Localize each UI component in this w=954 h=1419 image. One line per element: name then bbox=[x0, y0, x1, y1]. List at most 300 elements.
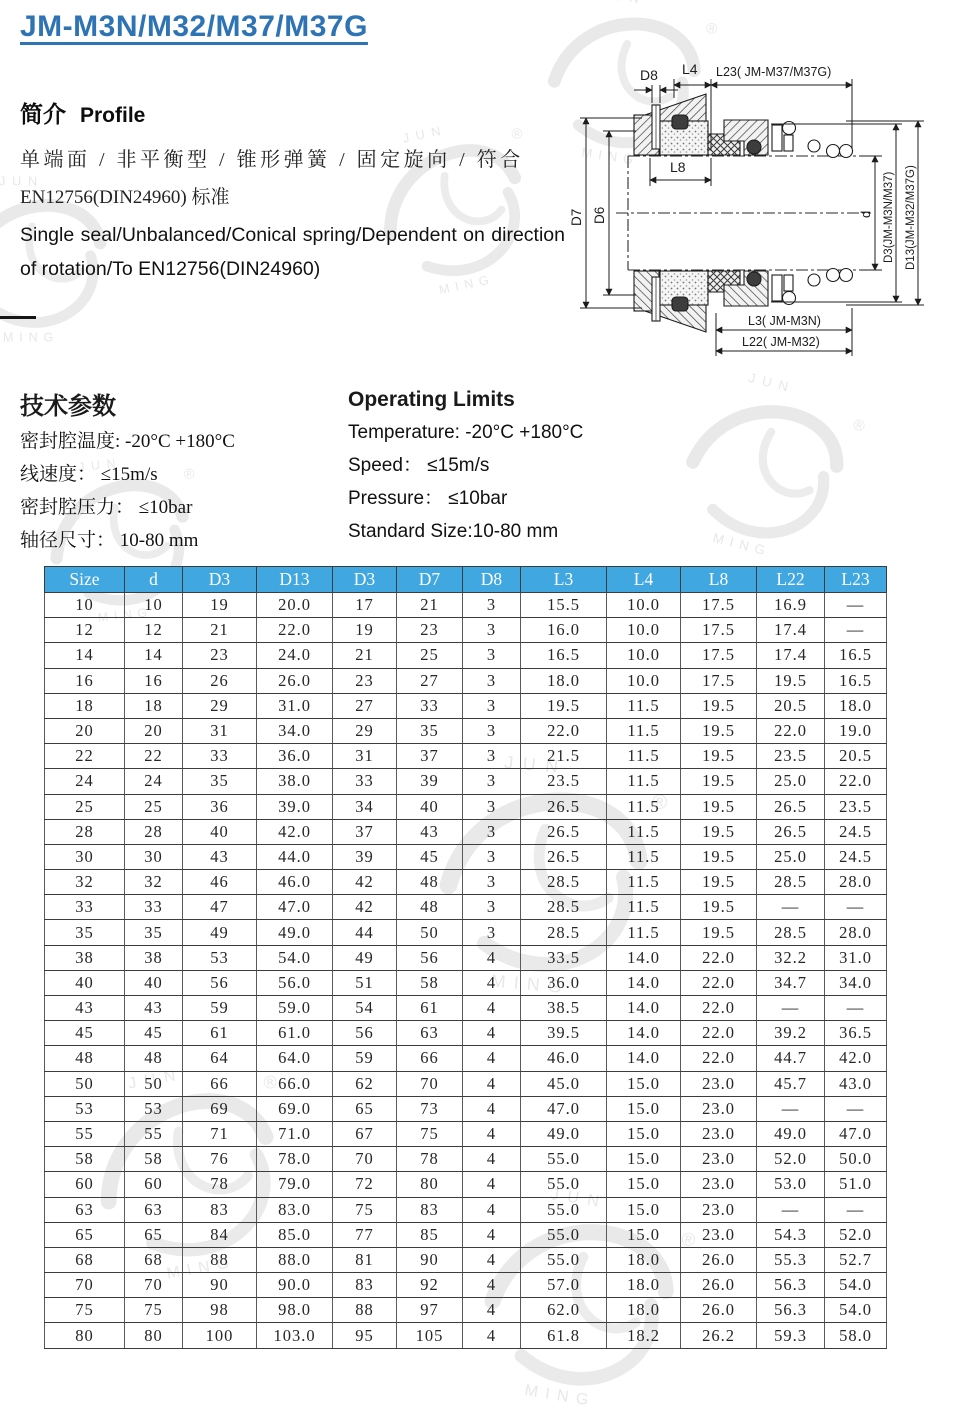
table-cell: 38 bbox=[45, 945, 125, 970]
table-row bbox=[45, 643, 887, 668]
table-cell: — bbox=[757, 1197, 825, 1222]
table-cell: 55 bbox=[45, 1121, 125, 1146]
table-cell: 16.5 bbox=[825, 643, 887, 668]
profile-heading bbox=[20, 96, 565, 129]
table-cell: 56.0 bbox=[257, 970, 333, 995]
table-cell: 26.5 bbox=[521, 794, 607, 819]
table-cell: 4 bbox=[463, 1147, 521, 1172]
table-cell: 38 bbox=[125, 945, 183, 970]
table-row bbox=[45, 870, 887, 895]
table-cell: 22.0 bbox=[257, 618, 333, 643]
size-table-wrapper bbox=[44, 566, 888, 1349]
table-cell: — bbox=[757, 895, 825, 920]
table-cell: 43 bbox=[45, 996, 125, 1021]
table-cell: 92 bbox=[397, 1273, 463, 1298]
table-cell: 55.0 bbox=[521, 1247, 607, 1272]
table-cell: 84 bbox=[183, 1222, 257, 1247]
table-cell: 17 bbox=[333, 593, 397, 618]
label-d8: D8 bbox=[640, 67, 658, 83]
table-cell: 31 bbox=[183, 718, 257, 743]
table-cell: 63 bbox=[45, 1197, 125, 1222]
table-cell: 66 bbox=[397, 1046, 463, 1071]
table-cell: 15.0 bbox=[607, 1197, 681, 1222]
table-cell: 54.0 bbox=[825, 1273, 887, 1298]
table-cell: 11.5 bbox=[607, 769, 681, 794]
table-cell: 88 bbox=[333, 1298, 397, 1323]
table-cell: 103.0 bbox=[257, 1323, 333, 1348]
table-cell: 23.0 bbox=[681, 1147, 757, 1172]
column-header: D7 bbox=[397, 567, 463, 593]
table-cell: 60 bbox=[125, 1172, 183, 1197]
table-cell: 24.5 bbox=[825, 844, 887, 869]
table-cell: 54.3 bbox=[757, 1222, 825, 1247]
table-cell: 17.5 bbox=[681, 668, 757, 693]
table-cell: 11.5 bbox=[607, 718, 681, 743]
limit-speed-zh: 线速度： ≤15m/s bbox=[20, 464, 158, 485]
table-cell: 53 bbox=[125, 1096, 183, 1121]
table-cell: 19.5 bbox=[681, 693, 757, 718]
table-cell: 58 bbox=[45, 1147, 125, 1172]
table-cell: 38.5 bbox=[521, 996, 607, 1021]
limit-size-zh: 轴径尺寸： 10-80 mm bbox=[20, 530, 199, 551]
table-cell: 19.5 bbox=[681, 718, 757, 743]
table-cell: 25 bbox=[397, 643, 463, 668]
table-cell: 27 bbox=[333, 693, 397, 718]
table-cell: — bbox=[825, 593, 887, 618]
table-cell: 4 bbox=[463, 1197, 521, 1222]
table-cell: 76 bbox=[183, 1147, 257, 1172]
table-cell: 45.7 bbox=[757, 1071, 825, 1096]
table-cell: 42 bbox=[333, 870, 397, 895]
table-cell: 59 bbox=[333, 1046, 397, 1071]
table-cell: 11.5 bbox=[607, 844, 681, 869]
limit-speed-en: Speed： ≤15m/s bbox=[348, 455, 490, 476]
table-cell: 69.0 bbox=[257, 1096, 333, 1121]
table-cell: 62 bbox=[333, 1071, 397, 1096]
table-row bbox=[45, 1298, 887, 1323]
table-cell: 4 bbox=[463, 996, 521, 1021]
table-cell: 19.5 bbox=[521, 693, 607, 718]
table-cell: 23.5 bbox=[825, 794, 887, 819]
table-cell: 18.0 bbox=[521, 668, 607, 693]
limit-temperature-en: Temperature: -20°C +180°C bbox=[348, 422, 584, 443]
table-cell: 39 bbox=[397, 769, 463, 794]
table-cell: 14.0 bbox=[607, 1021, 681, 1046]
table-cell: 31 bbox=[333, 744, 397, 769]
table-cell: 66.0 bbox=[257, 1071, 333, 1096]
table-cell: 49 bbox=[333, 945, 397, 970]
table-cell: 29 bbox=[333, 718, 397, 743]
table-cell: 3 bbox=[463, 618, 521, 643]
table-row bbox=[45, 593, 887, 618]
table-row bbox=[45, 1046, 887, 1071]
table-cell: 11.5 bbox=[607, 870, 681, 895]
table-cell: 56.3 bbox=[757, 1298, 825, 1323]
limit-pressure-en: Pressure： ≤10bar bbox=[348, 488, 508, 509]
shaft-outline bbox=[616, 156, 871, 270]
table-cell: 75 bbox=[125, 1298, 183, 1323]
table-cell: 20.5 bbox=[757, 693, 825, 718]
table-cell: 30 bbox=[125, 844, 183, 869]
table-row bbox=[45, 618, 887, 643]
table-cell: 21 bbox=[397, 593, 463, 618]
table-cell: 35 bbox=[183, 769, 257, 794]
table-cell: 28.0 bbox=[825, 920, 887, 945]
table-cell: 16.5 bbox=[521, 643, 607, 668]
table-cell: 3 bbox=[463, 870, 521, 895]
table-body bbox=[45, 593, 887, 1349]
table-cell: 26 bbox=[183, 668, 257, 693]
table-row bbox=[45, 794, 887, 819]
table-cell: 70 bbox=[45, 1273, 125, 1298]
label-d: d bbox=[858, 210, 873, 218]
table-cell: 19.5 bbox=[681, 895, 757, 920]
table-cell: 72 bbox=[333, 1172, 397, 1197]
profile-heading-en: Profile bbox=[80, 104, 146, 127]
table-cell: 11.5 bbox=[607, 819, 681, 844]
table-cell: 55.0 bbox=[521, 1172, 607, 1197]
column-header: d bbox=[125, 567, 183, 593]
label-d6: D6 bbox=[592, 206, 607, 224]
table-cell: 18 bbox=[125, 693, 183, 718]
table-cell: 80 bbox=[125, 1323, 183, 1348]
table-cell: 22.0 bbox=[681, 1021, 757, 1046]
table-cell: 16 bbox=[45, 668, 125, 693]
table-cell: 11.5 bbox=[607, 895, 681, 920]
table-cell: 70 bbox=[397, 1071, 463, 1096]
table-cell: 46 bbox=[183, 870, 257, 895]
table-cell: 53 bbox=[183, 945, 257, 970]
table-cell: 52.0 bbox=[757, 1147, 825, 1172]
table-cell: 22.0 bbox=[825, 769, 887, 794]
table-cell: 26.5 bbox=[521, 844, 607, 869]
table-cell: 40 bbox=[183, 819, 257, 844]
table-cell: 25.0 bbox=[757, 844, 825, 869]
table-cell: 32 bbox=[125, 870, 183, 895]
table-cell: 55.0 bbox=[521, 1197, 607, 1222]
table-cell: 85.0 bbox=[257, 1222, 333, 1247]
table-cell: 34.0 bbox=[257, 718, 333, 743]
table-cell: 88.0 bbox=[257, 1247, 333, 1272]
label-d13: D13(JM-M32/M37G) bbox=[905, 165, 917, 270]
table-cell: 48 bbox=[397, 870, 463, 895]
table-row bbox=[45, 1096, 887, 1121]
table-cell: 12 bbox=[125, 618, 183, 643]
limits-section-en bbox=[348, 388, 768, 544]
table-cell: 50 bbox=[397, 920, 463, 945]
profile-heading-zh: 简介 bbox=[20, 101, 66, 127]
table-cell: 58 bbox=[125, 1147, 183, 1172]
table-cell: 63 bbox=[125, 1197, 183, 1222]
table-cell: 39.0 bbox=[257, 794, 333, 819]
table-cell: 36.0 bbox=[521, 970, 607, 995]
table-cell: — bbox=[825, 1096, 887, 1121]
table-row bbox=[45, 1273, 887, 1298]
table-cell: 31.0 bbox=[825, 945, 887, 970]
label-l4: L4 bbox=[682, 61, 698, 77]
table-cell: 17.4 bbox=[757, 643, 825, 668]
table-cell: 18 bbox=[45, 693, 125, 718]
table-cell: 48 bbox=[45, 1046, 125, 1071]
table-cell: 23.5 bbox=[521, 769, 607, 794]
table-cell: 23.0 bbox=[681, 1096, 757, 1121]
table-cell: 21 bbox=[333, 643, 397, 668]
table-cell: 33 bbox=[45, 895, 125, 920]
table-row bbox=[45, 1071, 887, 1096]
table-cell: 4 bbox=[463, 1046, 521, 1071]
table-cell: 63 bbox=[397, 1021, 463, 1046]
profile-section bbox=[20, 96, 565, 286]
table-cell: 32.2 bbox=[757, 945, 825, 970]
table-cell: 55.3 bbox=[757, 1247, 825, 1272]
table-cell: 61 bbox=[183, 1021, 257, 1046]
table-cell: 31.0 bbox=[257, 693, 333, 718]
table-cell: 78 bbox=[397, 1147, 463, 1172]
table-cell: 95 bbox=[333, 1323, 397, 1348]
table-cell: 44.0 bbox=[257, 844, 333, 869]
table-cell: 42.0 bbox=[825, 1046, 887, 1071]
table-cell: 80 bbox=[45, 1323, 125, 1348]
table-cell: 22.0 bbox=[681, 970, 757, 995]
table-cell: 51 bbox=[333, 970, 397, 995]
table-cell: 19.5 bbox=[681, 920, 757, 945]
page-title: JM-M3N/M32/M37/M37G bbox=[20, 10, 368, 43]
table-cell: 49.0 bbox=[257, 920, 333, 945]
table-cell: 58.0 bbox=[825, 1323, 887, 1348]
table-cell: 40 bbox=[45, 970, 125, 995]
table-cell: 3 bbox=[463, 920, 521, 945]
table-cell: 29 bbox=[183, 693, 257, 718]
table-cell: 4 bbox=[463, 1121, 521, 1146]
table-cell: — bbox=[825, 996, 887, 1021]
table-cell: 23.0 bbox=[681, 1071, 757, 1096]
table-cell: 59.3 bbox=[757, 1323, 825, 1348]
table-cell: 69 bbox=[183, 1096, 257, 1121]
table-cell: 22 bbox=[125, 744, 183, 769]
table-cell: 25 bbox=[45, 794, 125, 819]
table-cell: 45 bbox=[125, 1021, 183, 1046]
table-cell: 105 bbox=[397, 1323, 463, 1348]
table-cell: 18.0 bbox=[607, 1273, 681, 1298]
table-cell: 90 bbox=[183, 1273, 257, 1298]
table-cell: 4 bbox=[463, 1071, 521, 1096]
table-cell: 40 bbox=[125, 970, 183, 995]
table-cell: 28 bbox=[125, 819, 183, 844]
table-cell: 70 bbox=[125, 1273, 183, 1298]
table-cell: 67 bbox=[333, 1121, 397, 1146]
table-row bbox=[45, 769, 887, 794]
table-row bbox=[45, 718, 887, 743]
table-cell: 3 bbox=[463, 593, 521, 618]
table-cell: 47.0 bbox=[257, 895, 333, 920]
table-cell: 17.4 bbox=[757, 618, 825, 643]
table-cell: — bbox=[825, 1197, 887, 1222]
table-cell: 60 bbox=[45, 1172, 125, 1197]
table-cell: 46.0 bbox=[257, 870, 333, 895]
table-cell: 11.5 bbox=[607, 693, 681, 718]
table-row bbox=[45, 1121, 887, 1146]
table-cell: 10.0 bbox=[607, 593, 681, 618]
table-cell: 4 bbox=[463, 1021, 521, 1046]
table-cell: 61.0 bbox=[257, 1021, 333, 1046]
table-cell: 23.0 bbox=[681, 1172, 757, 1197]
table-cell: 30 bbox=[45, 844, 125, 869]
table-cell: 25 bbox=[125, 794, 183, 819]
table-cell: 45.0 bbox=[521, 1071, 607, 1096]
table-cell: 39.5 bbox=[521, 1021, 607, 1046]
table-row bbox=[45, 1323, 887, 1348]
table-cell: 19.5 bbox=[681, 769, 757, 794]
table-row bbox=[45, 945, 887, 970]
table-row bbox=[45, 1197, 887, 1222]
table-row bbox=[45, 1222, 887, 1247]
table-cell: 4 bbox=[463, 1247, 521, 1272]
table-cell: 23.0 bbox=[681, 1197, 757, 1222]
table-cell: 19.5 bbox=[681, 744, 757, 769]
table-cell: 43.0 bbox=[825, 1071, 887, 1096]
table-cell: 3 bbox=[463, 643, 521, 668]
table-cell: 39.2 bbox=[757, 1021, 825, 1046]
table-cell: 34.0 bbox=[825, 970, 887, 995]
table-cell: 90.0 bbox=[257, 1273, 333, 1298]
table-cell: 51.0 bbox=[825, 1172, 887, 1197]
table-cell: 15.0 bbox=[607, 1222, 681, 1247]
profile-line-zh1: 单端面 / 非平衡型 / 锥形弹簧 / 固定旋向 / 符合 bbox=[20, 149, 524, 171]
table-cell: 28.5 bbox=[521, 895, 607, 920]
table-cell: 50 bbox=[45, 1071, 125, 1096]
table-row bbox=[45, 844, 887, 869]
table-cell: 4 bbox=[463, 1323, 521, 1348]
table-cell: 14 bbox=[45, 643, 125, 668]
table-cell: 28.5 bbox=[521, 920, 607, 945]
table-cell: 19.5 bbox=[681, 870, 757, 895]
table-cell: 88 bbox=[183, 1247, 257, 1272]
table-cell: 55.0 bbox=[521, 1222, 607, 1247]
seal-cross-section-drawing bbox=[556, 58, 954, 372]
table-cell: 10.0 bbox=[607, 643, 681, 668]
table-cell: 33 bbox=[183, 744, 257, 769]
table-cell: 61.8 bbox=[521, 1323, 607, 1348]
column-header: L3 bbox=[521, 567, 607, 593]
table-cell: 3 bbox=[463, 718, 521, 743]
table-cell: 36.0 bbox=[257, 744, 333, 769]
table-row bbox=[45, 895, 887, 920]
table-cell: 14.0 bbox=[607, 996, 681, 1021]
scan-artifact-line bbox=[0, 316, 36, 319]
limit-pressure-zh: 密封腔压力： ≤10bar bbox=[20, 497, 193, 518]
table-cell: 19.5 bbox=[681, 819, 757, 844]
table-cell: 75 bbox=[397, 1121, 463, 1146]
table-cell: 26.2 bbox=[681, 1323, 757, 1348]
table-cell: 3 bbox=[463, 744, 521, 769]
table-cell: 78 bbox=[183, 1172, 257, 1197]
table-cell: 3 bbox=[463, 693, 521, 718]
table-cell: 24 bbox=[125, 769, 183, 794]
table-cell: 33.5 bbox=[521, 945, 607, 970]
table-cell: 80 bbox=[397, 1172, 463, 1197]
table-cell: 59 bbox=[183, 996, 257, 1021]
table-cell: 66 bbox=[183, 1071, 257, 1096]
limits-section-zh bbox=[20, 386, 340, 553]
table-cell: 11.5 bbox=[607, 794, 681, 819]
table-cell: 54.0 bbox=[257, 945, 333, 970]
table-cell: 34.7 bbox=[757, 970, 825, 995]
table-row bbox=[45, 744, 887, 769]
table-cell: 98 bbox=[183, 1298, 257, 1323]
table-cell: 59.0 bbox=[257, 996, 333, 1021]
table-cell: 3 bbox=[463, 844, 521, 869]
table-cell: 56 bbox=[183, 970, 257, 995]
table-cell: 28.5 bbox=[521, 870, 607, 895]
table-cell: 64.0 bbox=[257, 1046, 333, 1071]
table-cell: 78.0 bbox=[257, 1147, 333, 1172]
table-cell: 65 bbox=[333, 1096, 397, 1121]
label-l22: L22( JM-M32) bbox=[742, 335, 820, 349]
table-cell: 32 bbox=[45, 870, 125, 895]
table-cell: 26.0 bbox=[681, 1273, 757, 1298]
table-cell: 15.0 bbox=[607, 1172, 681, 1197]
table-cell: — bbox=[825, 618, 887, 643]
table-cell: 11.5 bbox=[607, 744, 681, 769]
table-cell: 16.9 bbox=[757, 593, 825, 618]
table-cell: 4 bbox=[463, 1172, 521, 1197]
table-cell: 4 bbox=[463, 970, 521, 995]
label-l23: L23( JM-M37/M37G) bbox=[716, 65, 832, 79]
column-header: D8 bbox=[463, 567, 521, 593]
table-cell: 23.0 bbox=[681, 1121, 757, 1146]
table-cell: 56 bbox=[397, 945, 463, 970]
table-cell: 20.0 bbox=[257, 593, 333, 618]
limits-heading-zh: 技术参数 bbox=[20, 393, 116, 420]
seal-assembly-upper bbox=[634, 94, 853, 158]
table-cell: 4 bbox=[463, 945, 521, 970]
column-header: Size bbox=[45, 567, 125, 593]
table-cell: 49.0 bbox=[757, 1121, 825, 1146]
column-header: L23 bbox=[825, 567, 887, 593]
table-cell: 18.0 bbox=[825, 693, 887, 718]
table-cell: 79.0 bbox=[257, 1172, 333, 1197]
table-cell: 14 bbox=[125, 643, 183, 668]
column-header: D13 bbox=[257, 567, 333, 593]
table-cell: 83.0 bbox=[257, 1197, 333, 1222]
table-cell: 21.5 bbox=[521, 744, 607, 769]
table-cell: 16 bbox=[125, 668, 183, 693]
limits-heading-en: Operating Limits bbox=[348, 388, 515, 411]
table-cell: 52.0 bbox=[825, 1222, 887, 1247]
table-cell: — bbox=[757, 1096, 825, 1121]
table-cell: 71.0 bbox=[257, 1121, 333, 1146]
table-cell: 11.5 bbox=[607, 920, 681, 945]
label-l8: L8 bbox=[670, 159, 686, 175]
table-cell: 47.0 bbox=[521, 1096, 607, 1121]
table-cell: 44.7 bbox=[757, 1046, 825, 1071]
table-cell: 10.0 bbox=[607, 618, 681, 643]
table-cell: 64 bbox=[183, 1046, 257, 1071]
table-cell: 12 bbox=[45, 618, 125, 643]
table-cell: 54.0 bbox=[825, 1298, 887, 1323]
table-cell: 18.2 bbox=[607, 1323, 681, 1348]
table-cell: 28.0 bbox=[825, 870, 887, 895]
table-cell: 56.3 bbox=[757, 1273, 825, 1298]
table-cell: 26.0 bbox=[257, 668, 333, 693]
table-cell: 61 bbox=[397, 996, 463, 1021]
table-cell: 20 bbox=[125, 718, 183, 743]
table-cell: 83 bbox=[183, 1197, 257, 1222]
limit-temperature-zh: 密封腔温度: -20°C +180°C bbox=[20, 431, 235, 452]
table-cell: 77 bbox=[333, 1222, 397, 1247]
table-cell: — bbox=[757, 996, 825, 1021]
table-cell: 45 bbox=[397, 844, 463, 869]
